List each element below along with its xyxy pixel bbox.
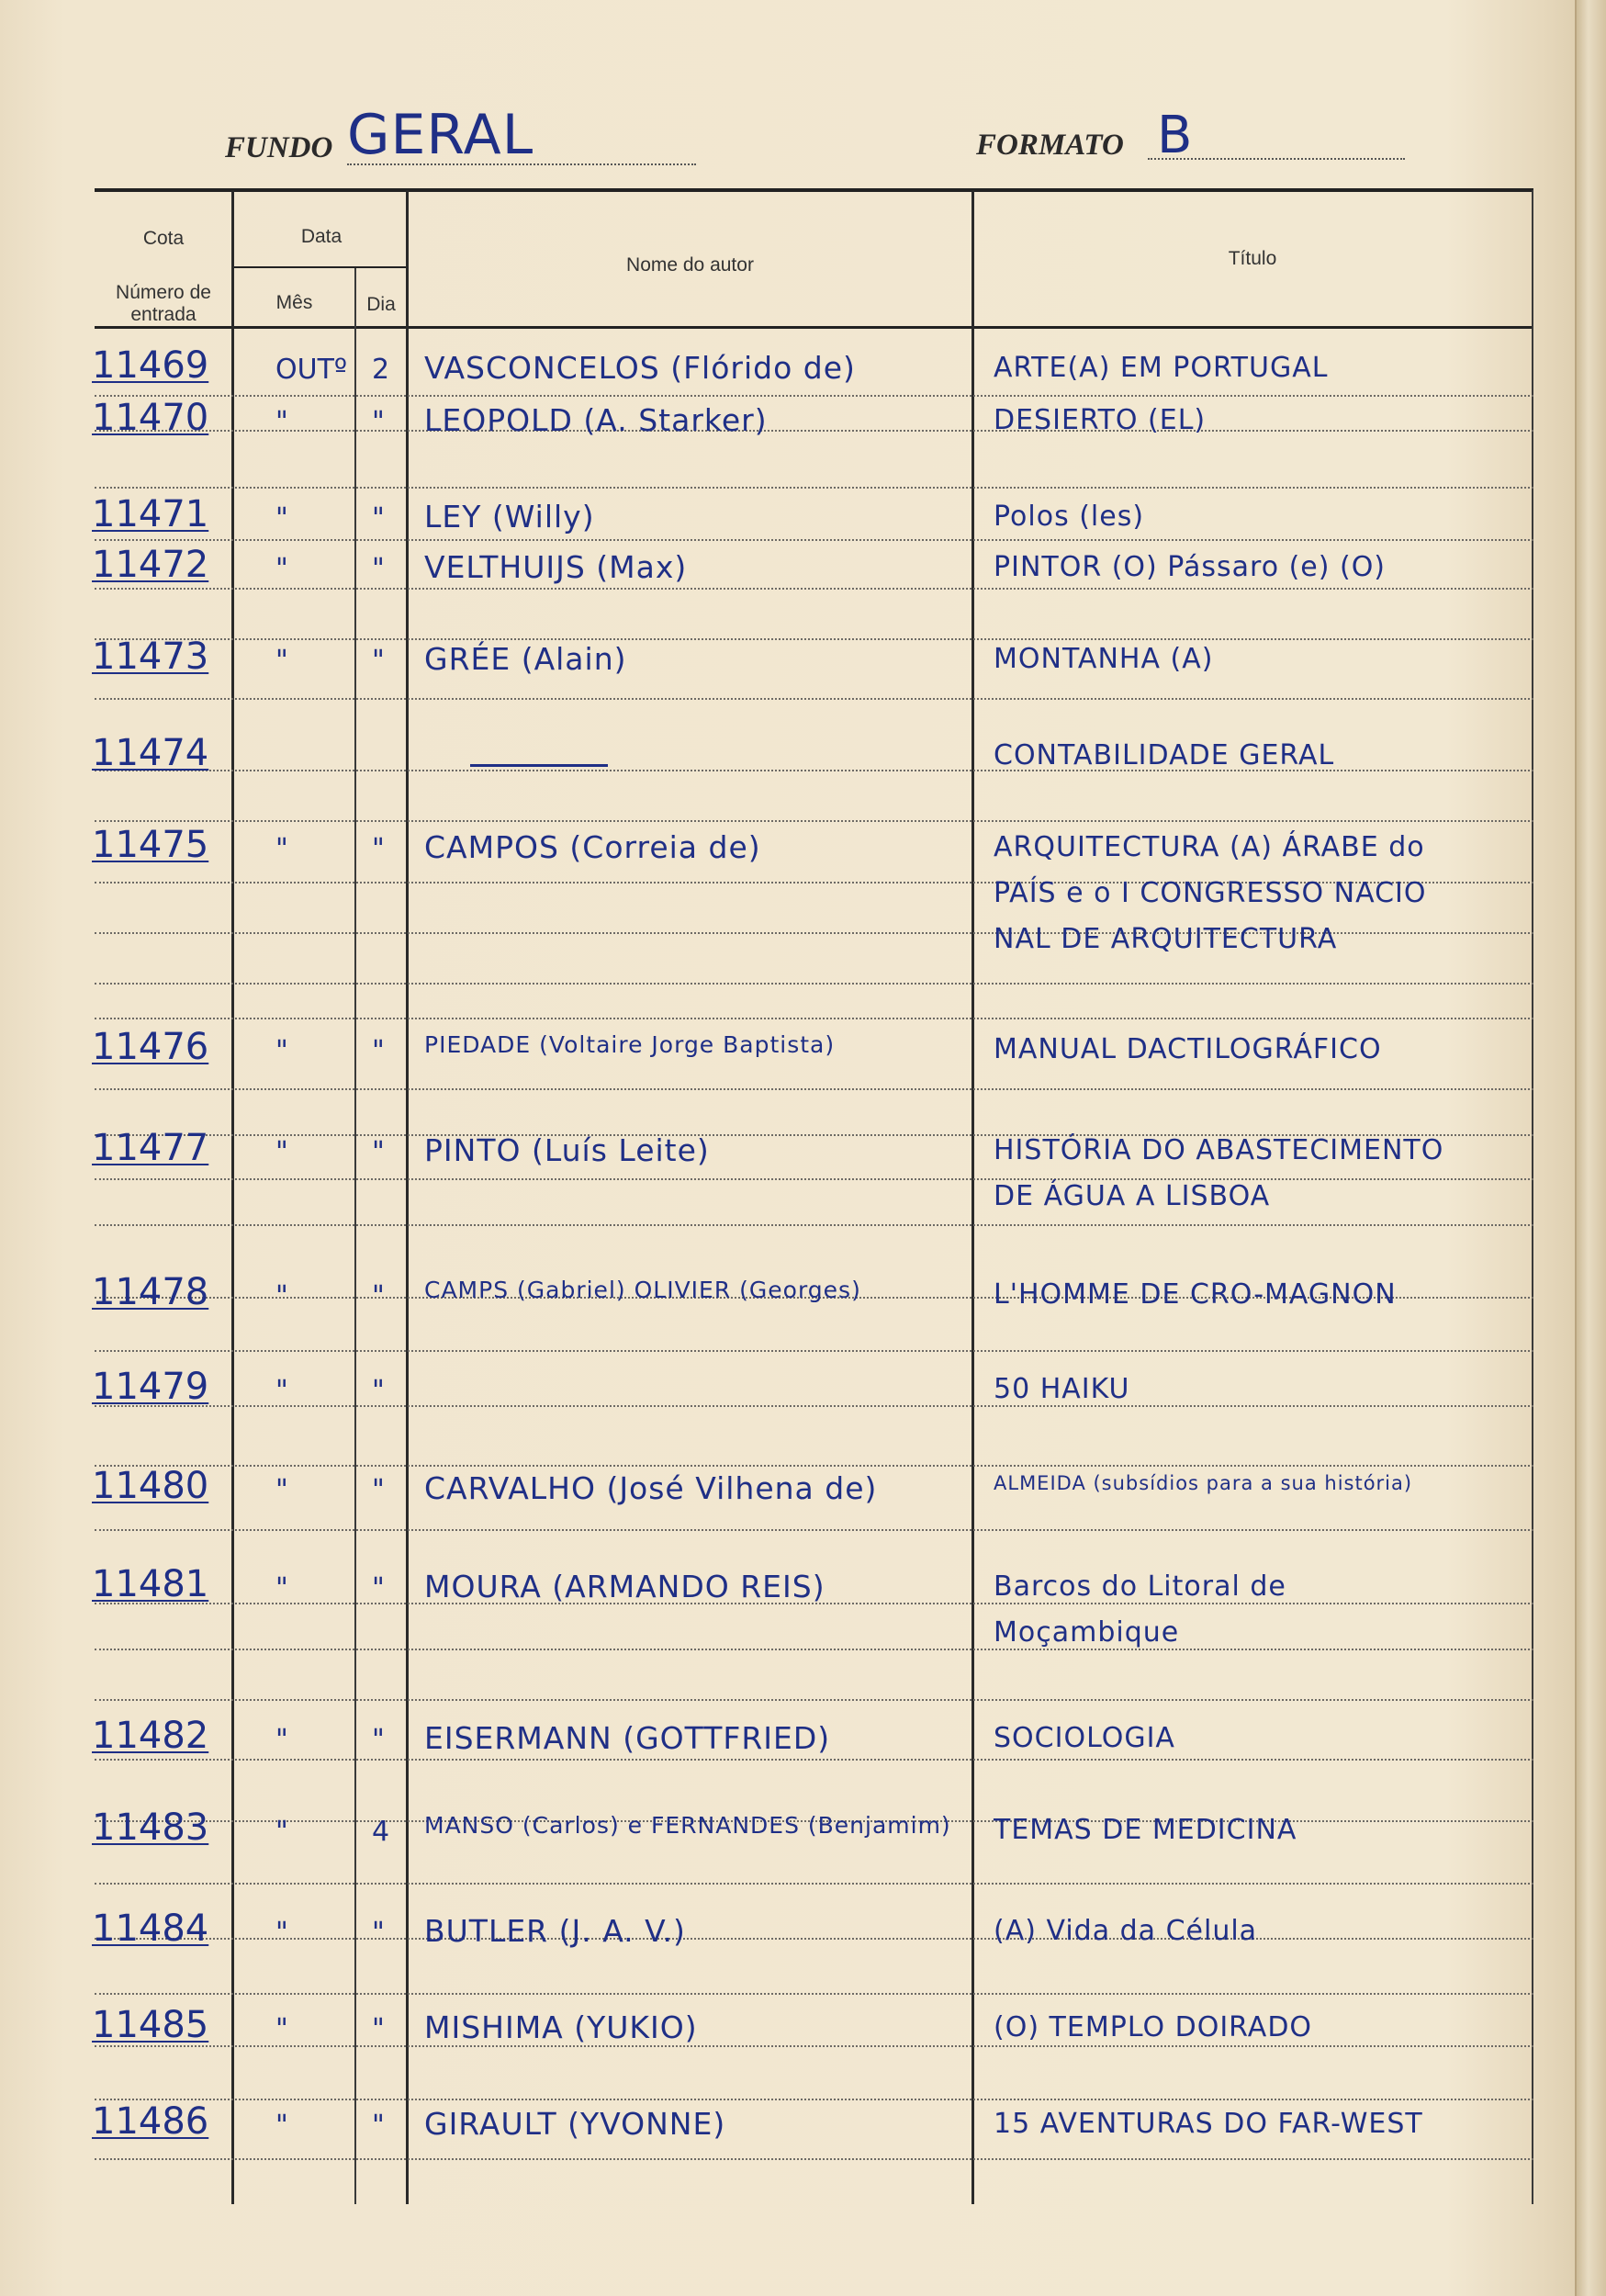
entry-number: 11484 [92,1908,209,1950]
ruled-line [95,1649,1533,1650]
entry-number: 11483 [92,1806,209,1849]
entry-day: " [372,553,385,585]
entry-author: EISERMANN (GOTTFRIED) [424,1720,831,1756]
entry-month: " [275,2013,288,2045]
table-top-rule [95,188,1533,192]
entry-author: CARVALHO (José Vilhena de) [424,1470,878,1506]
ruled-line [95,1465,1533,1467]
entry-title: PINTOR (O) Pássaro (e) (O) [994,551,1387,583]
entry-day: " [372,645,385,677]
ruled-line [95,430,1533,432]
author-dash [470,764,608,767]
entry-title: L'HOMME DE CRO-MAGNON [994,1278,1397,1311]
header-bottom-rule [95,326,1533,329]
ruled-line [95,2099,1533,2100]
header-sub-rule [234,266,409,268]
entry-author: PIEDADE (Voltaire Jorge Baptista) [424,1031,836,1058]
header-numero [95,282,232,326]
ruled-line [95,1088,1533,1090]
ruled-line [95,588,1533,590]
entry-day: " [372,1724,385,1756]
entry-title: (O) TEMPLO DOIRADO [994,2011,1313,2043]
entry-number: 11475 [92,824,209,866]
entry-number: 11486 [92,2100,209,2143]
entry-title: Polos (les) [994,501,1145,533]
entry-month: " [275,1474,288,1506]
entry-number: 11473 [92,636,209,678]
entry-number: 11472 [92,544,209,586]
entry-title: Barcos do Litoral de [994,1570,1286,1603]
entry-month: " [275,1375,288,1407]
entry-title: MONTANHA (A) [994,643,1214,675]
entry-author: MOURA (ARMANDO REIS) [424,1569,825,1604]
ruled-line [95,395,1533,397]
entry-day: " [372,1375,385,1407]
entry-number: 11485 [92,2004,209,2046]
entry-day: " [372,2013,385,2045]
entry-title: PAÍS e o I CONGRESSO NACIO [994,877,1427,909]
ruled-line [95,1938,1533,1940]
entry-day: " [372,1136,385,1168]
header-titulo: Título [1228,248,1277,269]
entry-title: 50 HAIKU [994,1373,1130,1405]
entry-day: " [372,502,385,535]
ruled-line [95,539,1533,541]
entry-title: 15 AVENTURAS DO FAR-WEST [994,2108,1423,2140]
entry-number: 11476 [92,1026,209,1068]
entry-author: GIRAULT (YVONNE) [424,2106,726,2142]
entry-title: NAL DE ARQUITECTURA [994,923,1338,955]
entry-month: " [275,1917,288,1949]
entry-title: Moçambique [994,1616,1180,1649]
entry-author: BUTLER (J. A. V.) [424,1913,686,1949]
col-divider-numero [231,190,234,2204]
entry-author: CAMPS (Gabriel) OLIVIER (Georges) [424,1277,861,1303]
entry-month: " [275,406,288,438]
col-divider-dia [406,190,409,2204]
entry-title: ARQUITECTURA (A) ÁRABE do [994,831,1425,863]
entry-author: MANSO (Carlos) e FERNANDES (Benjamim) [424,1812,951,1839]
entry-title: ALMEIDA (subsídios para a sua história) [994,1472,1413,1494]
entry-number: 11471 [92,493,209,535]
header-cota: Cota [142,228,185,249]
entry-month: " [275,833,288,865]
formato-value: B [1157,106,1194,165]
entry-number: 11469 [92,344,209,387]
ruled-line [95,1699,1533,1701]
entry-month: " [275,502,288,535]
ruled-line [95,638,1533,640]
entry-month: " [275,1816,288,1848]
entry-number: 11480 [92,1465,209,1507]
col-divider-right [1532,190,1533,2204]
col-divider-mes [354,268,356,2204]
entry-number: 11478 [92,1271,209,1313]
entry-author: CAMPOS (Correia de) [424,829,761,865]
ruled-line [95,1350,1533,1352]
header-mes: Mês [275,292,313,313]
entry-month: " [275,1572,288,1604]
entry-month: " [275,645,288,677]
ruled-line [95,983,1533,985]
ruled-line [95,1759,1533,1761]
entry-author: VASCONCELOS (Flórido de) [424,350,856,386]
entry-author: LEY (Willy) [424,499,595,535]
ruled-line [95,2158,1533,2160]
entry-month: " [275,1035,288,1067]
header-dia: Dia [366,294,396,315]
entry-day: " [372,1572,385,1604]
ruled-line [95,1178,1533,1180]
ruled-line [95,2045,1533,2047]
ruled-line [95,1018,1533,1019]
header-data: Data [300,226,343,247]
entry-number: 11479 [92,1366,209,1408]
ruled-line [95,487,1533,489]
entry-title: ARTE(A) EM PORTUGAL [994,352,1329,384]
entry-number: 11477 [92,1127,209,1169]
fundo-underline [347,163,696,165]
ruled-line [95,698,1533,700]
entry-day: " [372,1035,385,1067]
ruled-line [95,1224,1533,1226]
entry-month: " [275,1136,288,1168]
entry-title: SOCIOLOGIA [994,1722,1175,1754]
entry-title: HISTÓRIA DO ABASTECIMENTO [994,1134,1444,1166]
entry-number: 11470 [92,397,209,439]
entry-day: 2 [372,354,390,386]
ruled-line [95,1529,1533,1531]
entry-number: 11481 [92,1563,209,1605]
entry-author: LEOPOLD (A. Starker) [424,402,768,438]
entry-day: " [372,1280,385,1312]
ruled-line [95,1405,1533,1407]
col-divider-autor [971,190,974,2204]
entry-title: CONTABILIDADE GERAL [994,739,1335,771]
entry-day: " [372,406,385,438]
entry-day: 4 [372,1816,390,1848]
entry-number: 11482 [92,1715,209,1757]
entry-day: " [372,833,385,865]
entry-number: 11474 [92,732,209,774]
header-autor: Nome do autor [626,254,754,276]
entry-title: (A) Vida da Célula [994,1915,1258,1947]
entry-month: OUTº [275,354,348,386]
entry-author: PINTO (Luís Leite) [424,1132,710,1168]
entry-month: " [275,1724,288,1756]
formato-label: FORMATO [976,129,1124,162]
entry-month: " [275,2110,288,2142]
entry-title: TEMAS DE MEDICINA [994,1814,1297,1846]
entry-title: DESIERTO (EL) [994,404,1207,436]
header-numero-text: Número de entrada [116,282,211,325]
entry-day: " [372,2110,385,2142]
entry-title: MANUAL DACTILOGRÁFICO [994,1033,1382,1065]
ruled-line [95,1993,1533,1995]
entry-title: DE ÁGUA A LISBOA [994,1180,1271,1212]
page-binding [1575,0,1606,2296]
entry-month: " [275,553,288,585]
entry-author: GRÉE (Alain) [424,641,627,677]
fundo-value: GERAL [347,103,534,167]
entry-day: " [372,1917,385,1949]
entry-author: VELTHUIJS (Max) [424,549,688,585]
ruled-line [95,820,1533,822]
fundo-label: FUNDO [225,131,333,164]
entry-author: MISHIMA (YUKIO) [424,2009,698,2045]
formato-underline [1148,158,1405,160]
ruled-line [95,1883,1533,1885]
entry-day: " [372,1474,385,1506]
entry-month: " [275,1280,288,1312]
